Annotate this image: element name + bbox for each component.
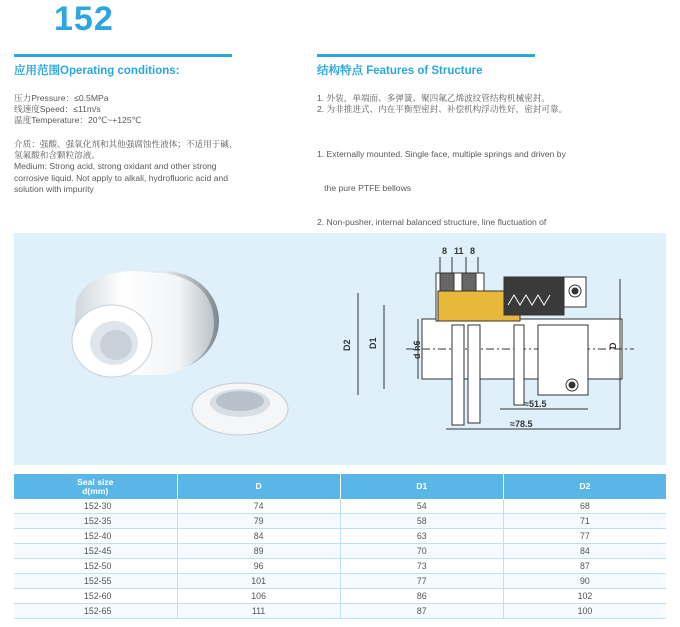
cell-d2: 87 (503, 559, 666, 574)
cell-d2: 84 (503, 544, 666, 559)
features-cn (317, 93, 647, 115)
label-d1: D1 (368, 337, 378, 349)
table-row (14, 499, 666, 514)
cell-size: 152-50 (14, 559, 177, 574)
cell-size: 152-35 (14, 514, 177, 529)
size-table (14, 474, 666, 619)
medium-cn-1: 介质：强酸、强氧化剂和其他强腐蚀性液体；不适用于碱、 (14, 139, 238, 149)
section-bar-left (14, 54, 232, 57)
dim-top-1: 8 (442, 246, 448, 256)
section-drawing (314, 233, 666, 465)
model-number: 152 (54, 0, 114, 38)
cell-d1: 77 (340, 574, 503, 589)
spec-temperature: 温度Temperature：20℃~+125℃ (14, 115, 142, 126)
cell-size: 152-30 (14, 499, 177, 514)
cell-size: 152-40 (14, 529, 177, 544)
table-row (14, 544, 666, 559)
table-row (14, 559, 666, 574)
col-d: D (177, 474, 340, 499)
cell-d2: 68 (503, 499, 666, 514)
dim-length-long: ≈78.5 (510, 419, 533, 429)
cell-size: 152-65 (14, 604, 177, 619)
figure-panel (14, 233, 666, 465)
feature-en-1: 1. Externally mounted. Single face, multiple springs and driven by (317, 149, 566, 160)
cell-d: 74 (177, 499, 340, 514)
cell-d2: 90 (503, 574, 666, 589)
col-d2: D2 (503, 474, 666, 499)
table-row (14, 604, 666, 619)
operating-title: 应用范围Operating conditions: (14, 65, 180, 77)
cell-d1: 58 (340, 514, 503, 529)
cell-d: 111 (177, 604, 340, 619)
label-outer-d: D (608, 342, 618, 349)
cell-d2: 71 (503, 514, 666, 529)
feature-en-3: 2. Non-pusher, internal balanced structure, line fluctuation of (317, 216, 547, 227)
cell-size: 152-60 (14, 589, 177, 604)
medium-en-2: corrosive liquid. Not apply to alkali, hydrofluoric acid and (14, 172, 228, 183)
dim-length-short: ≈51.5 (524, 399, 547, 409)
cell-d: 79 (177, 514, 340, 529)
cell-d2: 100 (503, 604, 666, 619)
cell-d1: 63 (340, 529, 503, 544)
section-bar-right (317, 54, 535, 57)
cell-d: 101 (177, 574, 340, 589)
spec-speed: 线速度Speed：≤11m/s (14, 104, 101, 115)
cell-d2: 102 (503, 589, 666, 604)
features-title: 结构特点 Features of Structure (317, 65, 483, 77)
medium-cn-2: 氢氟酸和含颗粒溶液。 (14, 150, 100, 161)
cell-d1: 73 (340, 559, 503, 574)
cell-d1: 54 (340, 499, 503, 514)
table-header-row (14, 474, 666, 499)
cell-d: 106 (177, 589, 340, 604)
feature-en-2: the pure PTFE bellows (317, 183, 412, 194)
cell-d: 84 (177, 529, 340, 544)
cell-d1: 70 (340, 544, 503, 559)
cell-size: 152-55 (14, 574, 177, 589)
col-seal-size: Seal size d(mm) (14, 474, 177, 499)
medium-en-3: solution with impurity (14, 183, 94, 194)
medium-text (14, 139, 282, 195)
feature-cn-2: 2. 为非推进式、内在平衡型密封、补偿机构浮动性好，密封可靠。 (317, 104, 568, 115)
cell-d1: 87 (340, 604, 503, 619)
product-photo (14, 233, 314, 465)
label-d: d h6 (412, 340, 422, 359)
dim-top-2: 11 (454, 246, 464, 256)
operating-specs (14, 93, 274, 127)
spec-pressure: 压力Pressure：≤0.5MPa (14, 93, 109, 103)
label-d2: D2 (342, 339, 352, 351)
cell-d2: 77 (503, 529, 666, 544)
feature-cn-1: 1. 外装，单端面、多弹簧、聚四氟乙烯波纹管结构机械密封。 (317, 93, 550, 103)
table-row (14, 514, 666, 529)
cell-size: 152-45 (14, 544, 177, 559)
col-d1: D1 (340, 474, 503, 499)
cell-d1: 86 (340, 589, 503, 604)
table-row (14, 574, 666, 589)
table-row (14, 589, 666, 604)
table-row (14, 529, 666, 544)
cell-d: 89 (177, 544, 340, 559)
cell-d: 96 (177, 559, 340, 574)
medium-en-1: Medium: Strong acid, strong oxidant and other strong (14, 161, 217, 172)
dim-top-3: 8 (470, 246, 476, 256)
